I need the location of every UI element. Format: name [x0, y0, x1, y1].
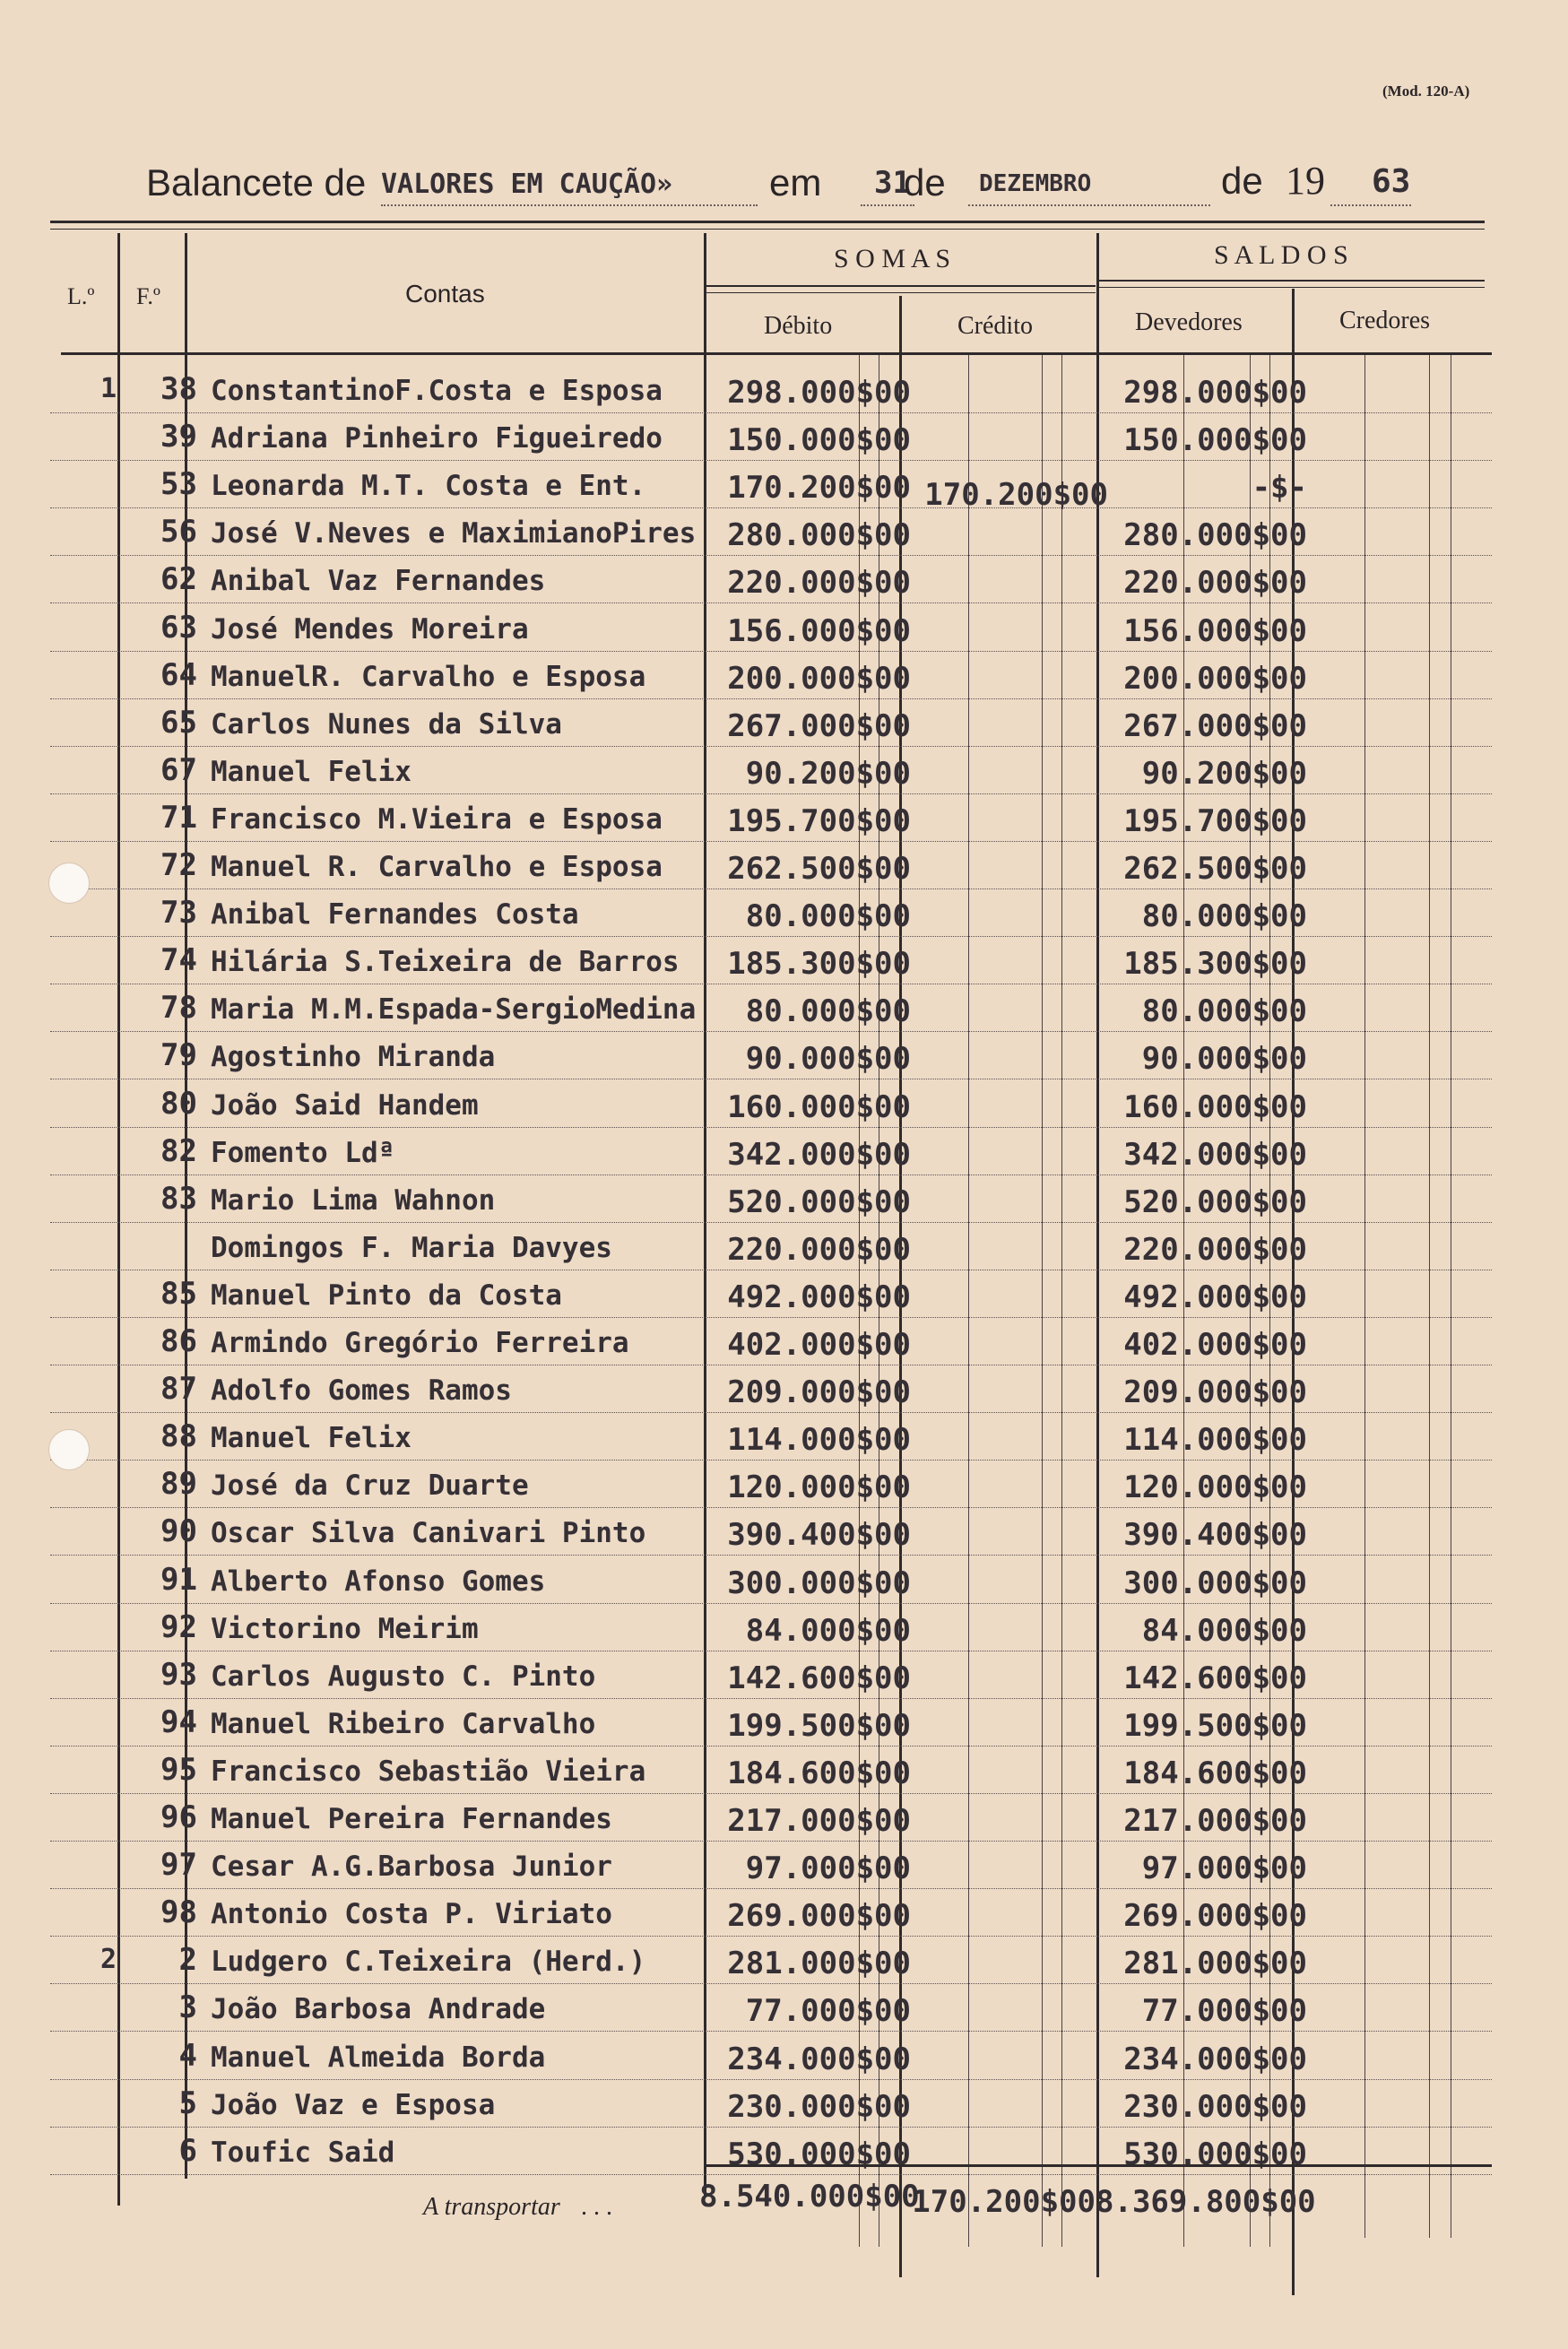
footer-label: A transportar [423, 2193, 560, 2221]
row-folio: 97 [160, 1847, 197, 1884]
totals-rule [706, 2164, 1492, 2167]
row-folio: 80 [160, 1085, 197, 1122]
table-row [0, 699, 1568, 747]
table-row [0, 413, 1568, 461]
row-debito: 185.300$00 [727, 946, 911, 983]
row-debito: 90.200$00 [745, 755, 911, 792]
row-folio: 94 [160, 1703, 197, 1740]
title-account: VALORES EM CAUÇÃO» [381, 169, 673, 200]
table-row [0, 937, 1568, 984]
row-folio: 38 [160, 371, 197, 407]
row-conta: José da Cruz Duarte [211, 1469, 529, 1503]
title-year-prefix: 19 [1286, 159, 1325, 203]
total-credito: 170.200$00 [912, 2184, 1096, 2220]
row-debito: 156.000$00 [727, 612, 911, 649]
row-devedores: 150.000$00 [1123, 422, 1307, 459]
row-debito: 280.000$00 [727, 517, 911, 554]
row-debito: 220.000$00 [727, 565, 911, 602]
row-debito: 281.000$00 [727, 1946, 911, 1982]
row-devedores: 80.000$00 [1141, 993, 1307, 1030]
title-prefix: Balancete de [146, 161, 367, 204]
row-devedores: 520.000$00 [1123, 1183, 1307, 1220]
row-conta: Manuel Almeida Borda [211, 2041, 546, 2074]
table-row [0, 604, 1568, 652]
row-folio: 74 [160, 942, 197, 979]
title-de1: de [904, 161, 946, 204]
row-conta: Francisco M.Vieira e Esposa [211, 802, 663, 836]
total-debito: 8.540.000$00 [699, 2179, 920, 2215]
table-row [0, 652, 1568, 699]
saldos-rule-thin [1097, 287, 1485, 288]
row-livro: 2 [100, 1944, 117, 1976]
row-devedores: 269.000$00 [1123, 1898, 1307, 1935]
title-underline-day [861, 204, 914, 206]
table-row [0, 1223, 1568, 1270]
row-folio: 39 [160, 419, 197, 455]
row-folio: 3 [178, 1989, 197, 2026]
row-devedores: 84.000$00 [1141, 1612, 1307, 1649]
table-row [0, 1842, 1568, 1889]
row-devedores: 342.000$00 [1123, 1136, 1307, 1173]
row-debito: 530.000$00 [727, 2136, 911, 2172]
table-row [0, 1461, 1568, 1508]
table-row [0, 1270, 1568, 1318]
row-conta: Carlos Augusto C. Pinto [211, 1660, 596, 1693]
table-row [0, 366, 1568, 413]
table-row [0, 508, 1568, 556]
row-conta: Agostinho Miranda [211, 1041, 496, 1074]
table-row [0, 1651, 1568, 1699]
row-debito: 217.000$00 [727, 1803, 911, 1839]
row-folio: 56 [160, 514, 197, 550]
row-devedores: 220.000$00 [1123, 565, 1307, 602]
row-debito: 120.000$00 [727, 1469, 911, 1506]
table-row [0, 1175, 1568, 1223]
row-debito: 77.000$00 [745, 1993, 911, 2030]
row-debito: 199.500$00 [727, 1707, 911, 1744]
row-devedores: 234.000$00 [1123, 2041, 1307, 2077]
title-underline-month [968, 204, 1210, 206]
footer-dots: . . . [581, 2193, 612, 2221]
table-row [0, 2128, 1568, 2175]
row-devedores: 114.000$00 [1123, 1422, 1307, 1459]
row-devedores: 160.000$00 [1123, 1088, 1307, 1125]
row-conta: José Mendes Moreira [211, 612, 529, 646]
title-underline-year [1330, 204, 1411, 206]
row-folio: 82 [160, 1132, 197, 1169]
row-devedores: 185.300$00 [1123, 946, 1307, 983]
row-devedores: 390.400$00 [1123, 1517, 1307, 1554]
table-row [0, 1937, 1568, 1984]
header-folio: F.º [136, 283, 160, 309]
table-row [0, 1747, 1568, 1794]
header-contas: Contas [405, 280, 485, 308]
row-devedores: 530.000$00 [1123, 2136, 1307, 2172]
row-folio: 98 [160, 1894, 197, 1931]
row-conta: Adolfo Gomes Ramos [211, 1374, 512, 1408]
punch-hole-lower [48, 1429, 90, 1470]
table-row [0, 1699, 1568, 1747]
table-row [0, 2033, 1568, 2080]
table-row [0, 556, 1568, 603]
table-row [0, 794, 1568, 842]
row-debito: 300.000$00 [727, 1565, 911, 1601]
row-devedores: 267.000$00 [1123, 707, 1307, 744]
row-conta: Manuel Pereira Fernandes [211, 1803, 612, 1835]
row-conta: João Barbosa Andrade [211, 1993, 546, 2026]
row-conta: Ludgero C.Teixeira (Herd.) [211, 1946, 646, 1979]
row-devedores: 199.500$00 [1123, 1707, 1307, 1744]
row-debito: 262.500$00 [727, 851, 911, 887]
row-folio: 92 [160, 1608, 197, 1645]
row-conta: Domingos F. Maria Davyes [211, 1231, 612, 1264]
row-debito: 97.000$00 [745, 1851, 911, 1887]
row-conta: João Vaz e Esposa [211, 2088, 496, 2121]
row-conta: ConstantinoF.Costa e Esposa [211, 375, 663, 407]
table-row [0, 1889, 1568, 1937]
top-rule-thin [50, 229, 1485, 230]
header-credores: Credores [1339, 307, 1431, 334]
header-debito: Débito [764, 312, 833, 340]
title-em: em [769, 161, 822, 204]
row-folio: 90 [160, 1513, 197, 1550]
row-debito: 84.000$00 [745, 1612, 911, 1649]
row-debito: 160.000$00 [727, 1088, 911, 1125]
row-debito: 184.600$00 [727, 1755, 911, 1791]
table-row [0, 1604, 1568, 1651]
row-conta: Alberto Afonso Gomes [211, 1565, 546, 1598]
row-debito: 230.000$00 [727, 2088, 911, 2125]
title-underline-account [381, 204, 758, 206]
row-debito: 114.000$00 [727, 1422, 911, 1459]
row-debito: 142.600$00 [727, 1660, 911, 1696]
row-debito: 390.400$00 [727, 1517, 911, 1554]
somas-rule [705, 285, 1096, 287]
table-row [0, 1984, 1568, 2032]
row-debito: 402.000$00 [727, 1327, 911, 1363]
row-conta: Cesar A.G.Barbosa Junior [211, 1851, 612, 1884]
row-devedores: 184.600$00 [1123, 1755, 1307, 1791]
title-de2: de [1221, 160, 1263, 202]
row-folio: 73 [160, 895, 197, 932]
row-conta: Adriana Pinheiro Figueiredo [211, 422, 663, 455]
row-folio: 64 [160, 656, 197, 693]
top-rule [50, 221, 1485, 223]
row-devedores: 280.000$00 [1123, 517, 1307, 554]
row-devedores: 209.000$00 [1123, 1374, 1307, 1411]
row-debito: 90.000$00 [745, 1041, 911, 1078]
saldos-rule [1097, 280, 1485, 282]
table-row [0, 1508, 1568, 1556]
row-debito: 80.000$00 [745, 898, 911, 935]
row-debito: 298.000$00 [727, 375, 911, 411]
row-rule [50, 2174, 1492, 2175]
table-row [0, 1365, 1568, 1413]
row-debito: 342.000$00 [727, 1136, 911, 1173]
table-row [0, 842, 1568, 889]
title-year-suffix: 63 [1372, 163, 1411, 200]
row-devedores: 195.700$00 [1123, 802, 1307, 839]
row-conta: Antonio Costa P. Viriato [211, 1898, 612, 1931]
row-folio: 63 [160, 609, 197, 646]
row-folio: 91 [160, 1561, 197, 1598]
row-folio: 79 [160, 1037, 197, 1074]
row-folio: 96 [160, 1799, 197, 1835]
row-conta: Fomento Ldª [211, 1136, 395, 1169]
row-folio: 85 [160, 1275, 197, 1312]
row-folio: 62 [160, 561, 197, 598]
row-conta: José V.Neves e MaximianoPires [211, 517, 697, 550]
row-devedores: 298.000$00 [1123, 375, 1307, 411]
row-conta: Francisco Sebastião Vieira [211, 1755, 646, 1788]
row-devedores: 220.000$00 [1123, 1231, 1307, 1268]
row-conta: Maria M.M.Espada-SergioMedina [211, 993, 697, 1027]
row-devedores: 217.000$00 [1123, 1803, 1307, 1839]
header-bottom-rule [61, 352, 1492, 355]
row-debito: 520.000$00 [727, 1183, 911, 1220]
row-devedores: 90.200$00 [1141, 755, 1307, 792]
row-conta: Hilária S.Teixeira de Barros [211, 946, 680, 979]
row-conta: Armindo Gregório Ferreira [211, 1327, 629, 1359]
title-day: 31 [874, 165, 911, 201]
row-conta: Manuel Felix [211, 755, 411, 788]
row-folio: 89 [160, 1466, 197, 1503]
row-folio: 87 [160, 1371, 197, 1408]
row-devedores: 281.000$00 [1123, 1946, 1307, 1982]
row-debito: 195.700$00 [727, 802, 911, 839]
row-debito: 170.200$00 [727, 470, 911, 507]
row-devedores: 90.000$00 [1141, 1041, 1307, 1078]
row-folio: 5 [178, 2085, 197, 2121]
row-folio: 53 [160, 466, 197, 503]
row-devedores: 402.000$00 [1123, 1327, 1307, 1363]
row-debito: 150.000$00 [727, 422, 911, 459]
row-devedores: 120.000$00 [1123, 1469, 1307, 1506]
row-devedores: 142.600$00 [1123, 1660, 1307, 1696]
row-livro: 1 [100, 373, 117, 404]
row-folio: 67 [160, 751, 197, 788]
row-folio: 65 [160, 704, 197, 741]
row-folio: 2 [178, 1942, 197, 1979]
punch-hole-upper [48, 862, 90, 904]
row-folio: 72 [160, 847, 197, 883]
table-row [0, 747, 1568, 794]
table-row [0, 1032, 1568, 1079]
table-row [0, 1080, 1568, 1128]
row-debito: 267.000$00 [727, 707, 911, 744]
row-devedores: 230.000$00 [1123, 2088, 1307, 2125]
row-devedores: 77.000$00 [1141, 1993, 1307, 2030]
header-livro: L.º [67, 283, 95, 309]
row-devedores: 156.000$00 [1123, 612, 1307, 649]
form-code: (Mod. 120-A) [1382, 82, 1470, 100]
row-devedores: 200.000$00 [1123, 660, 1307, 697]
row-conta: Manuel R. Carvalho e Esposa [211, 851, 663, 883]
title-month: DEZEMBRO [979, 170, 1092, 197]
row-devedores: 97.000$00 [1141, 1851, 1307, 1887]
total-devedores: 8.369.800$00 [1096, 2184, 1316, 2220]
row-devedores: 492.000$00 [1123, 1279, 1307, 1315]
header-devedores: Devedores [1135, 308, 1243, 336]
table-row [0, 1556, 1568, 1604]
row-conta: Manuel Ribeiro Carvalho [211, 1707, 596, 1740]
row-devedores: 80.000$00 [1141, 898, 1307, 935]
row-conta: João Said Handem [211, 1088, 479, 1122]
row-folio: 93 [160, 1656, 197, 1693]
row-devedores: 262.500$00 [1123, 851, 1307, 887]
row-folio: 4 [178, 2037, 197, 2074]
row-debito: 220.000$00 [727, 1231, 911, 1268]
row-folio: 71 [160, 799, 197, 836]
row-credito: 170.200$00 [924, 477, 1108, 514]
table-row [0, 984, 1568, 1032]
row-conta: Manuel Felix [211, 1422, 411, 1455]
row-conta: Manuel Pinto da Costa [211, 1279, 562, 1312]
row-conta: Leonarda M.T. Costa e Ent. [211, 470, 646, 503]
row-conta: ManuelR. Carvalho e Esposa [211, 660, 646, 693]
row-debito: 269.000$00 [727, 1898, 911, 1935]
row-conta: Mario Lima Wahnon [211, 1183, 496, 1217]
row-folio: 95 [160, 1751, 197, 1788]
row-folio: 78 [160, 990, 197, 1027]
row-debito: 492.000$00 [727, 1279, 911, 1315]
row-conta: Carlos Nunes da Silva [211, 707, 562, 741]
row-debito: 80.000$00 [745, 993, 911, 1030]
row-debito: 209.000$00 [727, 1374, 911, 1411]
row-devedores: -$- [1252, 470, 1307, 507]
row-conta: Toufic Said [211, 2136, 395, 2169]
header-somas: S O M A S [834, 244, 951, 273]
row-folio: 6 [178, 2132, 197, 2169]
row-folio: 83 [160, 1180, 197, 1217]
table-row [0, 1794, 1568, 1842]
table-row [0, 461, 1568, 514]
row-conta: Victorino Meirim [211, 1612, 479, 1645]
row-debito: 234.000$00 [727, 2041, 911, 2077]
table-row [0, 1318, 1568, 1365]
row-conta: Anibal Vaz Fernandes [211, 565, 546, 598]
table-row [0, 1128, 1568, 1175]
row-conta: Oscar Silva Canivari Pinto [211, 1517, 646, 1550]
row-folio: 88 [160, 1418, 197, 1455]
header-saldos: S A L D O S [1214, 240, 1348, 270]
row-folio: 86 [160, 1323, 197, 1359]
header-credito: Crédito [957, 312, 1033, 340]
table-row [0, 1413, 1568, 1461]
row-debito: 200.000$00 [727, 660, 911, 697]
table-row [0, 889, 1568, 937]
row-conta: Anibal Fernandes Costa [211, 898, 579, 932]
row-devedores: 300.000$00 [1123, 1565, 1307, 1601]
table-row [0, 2080, 1568, 2128]
somas-rule-thin [705, 292, 1096, 293]
